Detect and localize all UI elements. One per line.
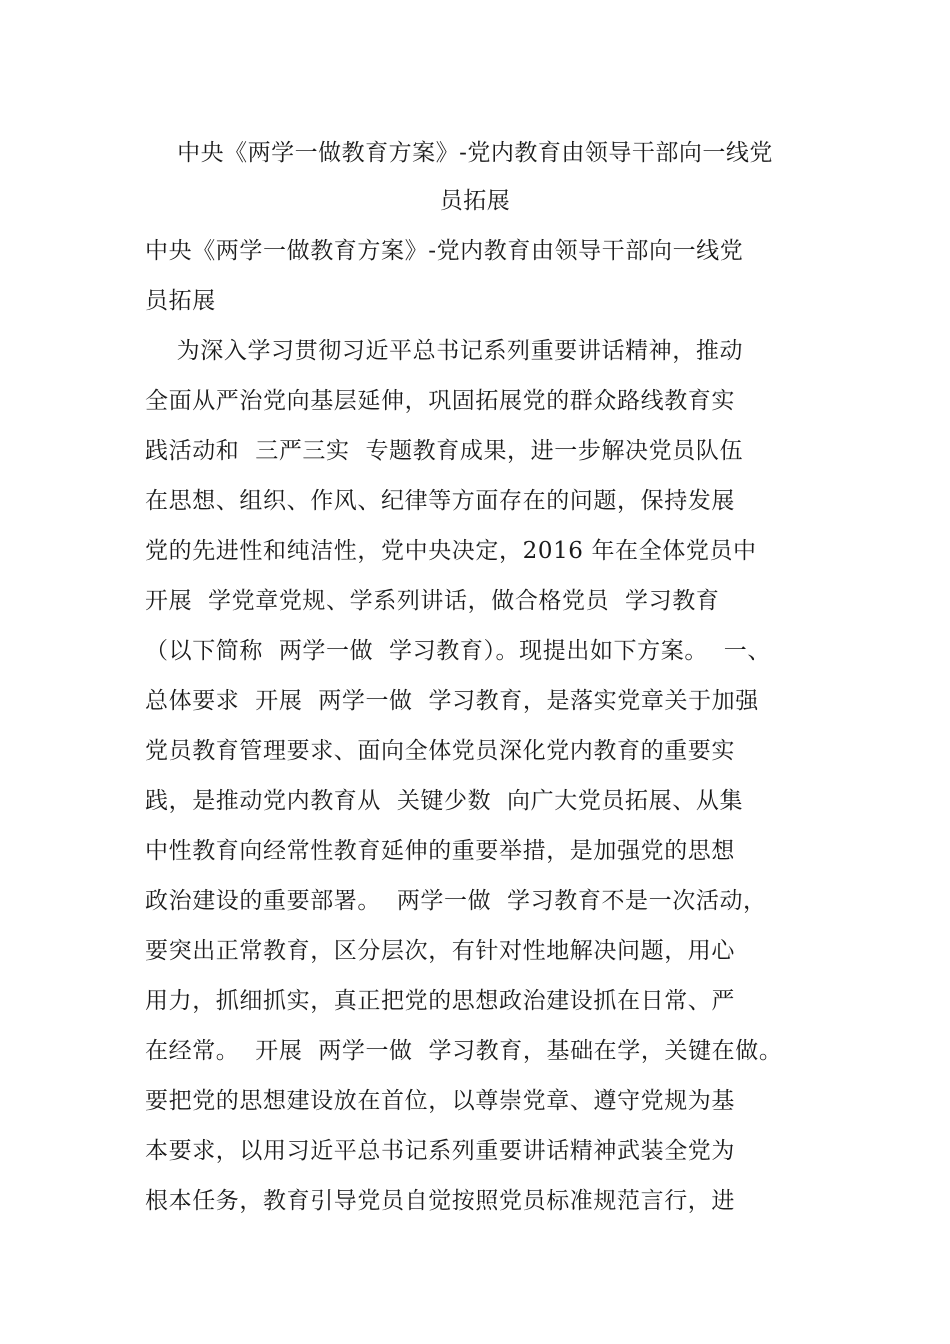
body-line: 在经常。 开展 两学一做 学习教育，基础在学，关键在做。 bbox=[145, 1038, 783, 1064]
body-line: 本要求，以用习近平总书记系列重要讲话精神武装全党为 bbox=[145, 1138, 735, 1164]
body-line: 践，是推动党内教育从 关键少数 向广大党员拓展、从集 bbox=[145, 788, 744, 814]
body-line: 在思想、组织、作风、纪律等方面存在的问题，保持发展 bbox=[145, 488, 735, 514]
body-line: （以下简称 两学一做 学习教育）。现提出如下方案。 一、 bbox=[145, 638, 771, 664]
body-line: 根本任务，教育引导党员自觉按照党员标准规范言行，进 bbox=[145, 1188, 735, 1214]
body-line: 党员教育管理要求、面向全体党员深化党内教育的重要实 bbox=[145, 738, 735, 764]
document-title-line-1: 中央《两学一做教育方案》-党内教育由领导干部向一线党 bbox=[177, 140, 773, 166]
body-line: 政治建设的重要部署。 两学一做 学习教育不是一次活动， bbox=[145, 888, 767, 914]
body-line: 践活动和 三严三实 专题教育成果，进一步解决党员队伍 bbox=[145, 438, 744, 464]
body-line: 要把党的思想建设放在首位，以尊崇党章、遵守党规为基 bbox=[145, 1088, 735, 1114]
body-line: 党的先进性和纯洁性，党中央决定，2016 年在全体党员中 bbox=[145, 538, 757, 564]
document-title-line-2: 员拓展 bbox=[439, 188, 511, 214]
body-line: 用力，抓细抓实，真正把党的思想政治建设抓在日常、严 bbox=[145, 988, 735, 1014]
body-line: 员拓展 bbox=[145, 288, 216, 314]
body-line: 开展 学党章党规、学系列讲话，做合格党员 学习教育 bbox=[145, 588, 720, 614]
body-line: 全面从严治党向基层延伸，巩固拓展党的群众路线教育实 bbox=[145, 388, 735, 414]
body-line: 中性教育向经常性教育延伸的重要举措，是加强党的思想 bbox=[145, 838, 735, 864]
body-line: 总体要求 开展 两学一做 学习教育，是落实党章关于加强 bbox=[145, 688, 759, 714]
body-line: 中央《两学一做教育方案》-党内教育由领导干部向一线党 bbox=[145, 238, 744, 264]
body-line: 为深入学习贯彻习近平总书记系列重要讲话精神，推动 bbox=[145, 338, 744, 364]
body-line: 要突出正常教育，区分层次，有针对性地解决问题，用心 bbox=[145, 938, 735, 964]
